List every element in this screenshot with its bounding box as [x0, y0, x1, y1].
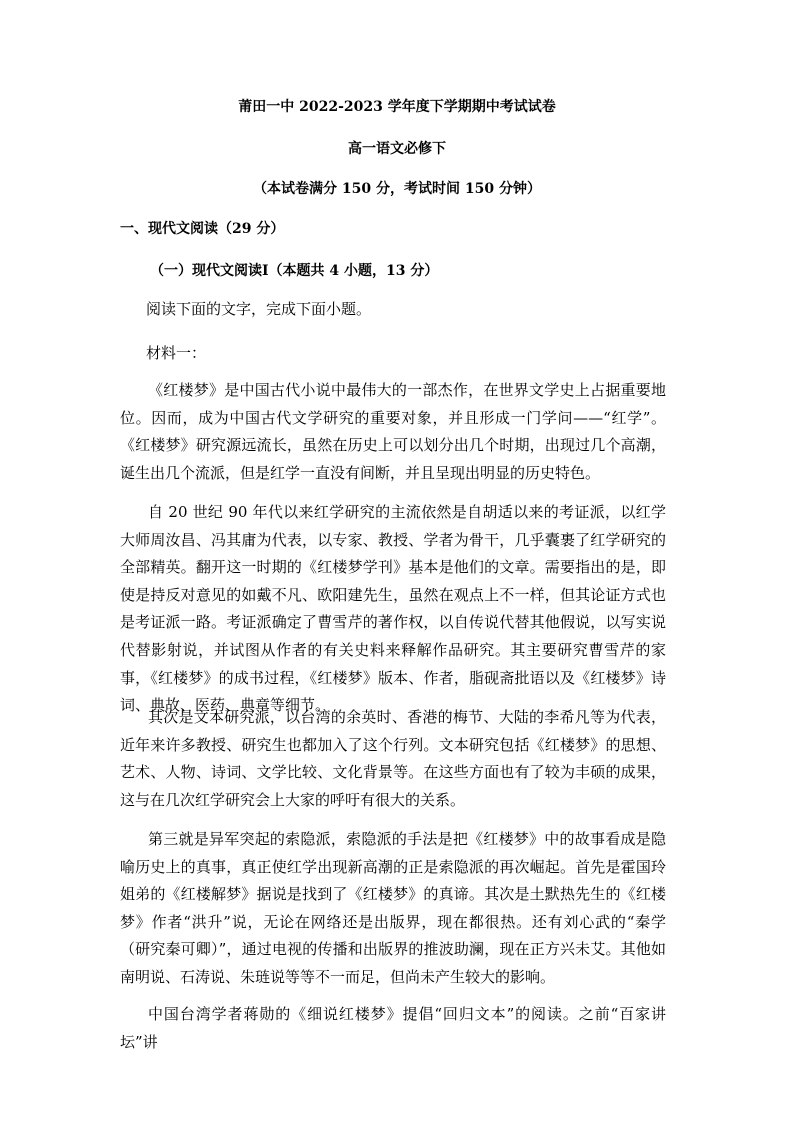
- exam-title: 莆田一中 2022-2023 学年度下学期期中考试试卷: [238, 99, 556, 115]
- material-label: 材料一：: [146, 344, 207, 362]
- section-heading: 一、现代文阅读（29 分）: [120, 221, 285, 237]
- paragraph: 《红楼梦》是中国古代小说中最伟大的一部杰作，在世界文学史上占据重要地位。因而，成为中国古代文学研究的重要对象，并且形成一门学问——“红学”。《红楼梦》研究源远流长，虽然在历史上可以划分出几个时期，出现过几个高潮，诞生出几个流派，但是红学一直没有间断，并且呈现出明显的历史特色。: [120, 381, 666, 482]
- reading-instruction: 阅读下面的文字，完成下面小题。: [146, 300, 372, 318]
- paragraph: 其次是文本研究派，以台湾的余英时、香港的梅节、大陆的李希凡等为代表，近年来许多教授、研究生也都加入了这个行列。文本研究包括《红楼梦》的思想、艺术、人物、诗词、文学比较、文化背景等。在这些方面也有了较为丰硕的成果，这与在几次红学研究会上大家的呼吁有很大的关系。: [120, 708, 666, 809]
- paragraph: 中国台湾学者蒋勋的《细说红楼梦》提倡“回归文本”的阅读。之前“百家讲坛”讲: [120, 1005, 666, 1051]
- subject-title: 高一语文必修下: [348, 141, 446, 157]
- exam-info: （本试卷满分 150 分，考试时间 150 分钟）: [253, 181, 541, 197]
- paragraph: 第三就是异军突起的索隐派，索隐派的手法是把《红楼梦》中的故事看成是隐喻历史上的真事，真正使红学出现新高潮的正是索隐派的再次崛起。首先是霍国玲姐弟的《红楼解梦》据说是找到了《红楼梦》的真谛。其次是土默热先生的《红楼梦》作者“洪升”说，无论在网络还是出版界，现在都很热。还有刘心武的“秦学（研究秦可卿）”，通过电视的传播和出版界的推波助澜，现在正方兴未艾。其他如南明说、石涛说、朱琏说等等不一而足，但尚未产生较大的影响。: [120, 830, 666, 986]
- paragraph: 自 20 世纪 90 年代以来红学研究的主流依然是自胡适以来的考证派，以红学大师周汝昌、冯其庸为代表，以专家、教授、学者为骨干，几乎囊裹了红学研究的全部精英。翻开这一时期的《红楼梦学刊》基本是他们的文章。需要指出的是，即使是持反对意见的如戴不凡、欧阳建先生，虽然在观点上不一样，但其论证方式也是考证派一路。考证派确定了曹雪芹的著作权，以自传说代替其他假说，以写实说代替影射说，并试图从作者的有关史料来释解作品研究。其主要研究曹雪芹的家事，《红楼梦》的成书过程，《红楼梦》版本、作者，脂砚斋批语以及《红楼梦》诗词、典故、医药、典章等细节。: [120, 503, 666, 715]
- subsection-heading: （一）现代文阅读Ⅰ（本题共 4 小题，13 分）: [150, 263, 439, 279]
